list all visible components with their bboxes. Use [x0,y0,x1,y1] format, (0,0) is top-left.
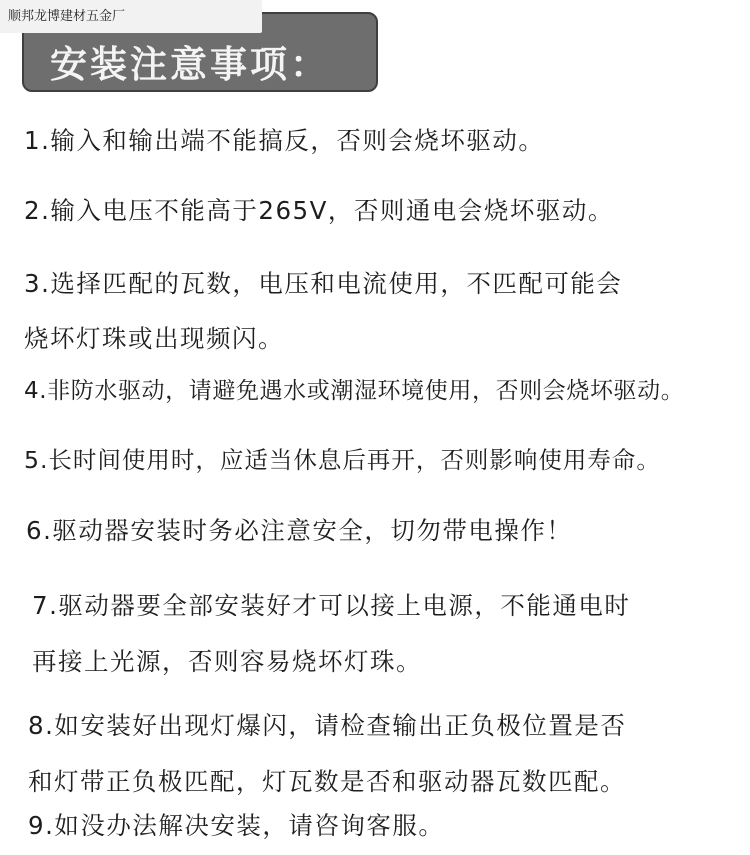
note-item-6 [26,512,572,547]
note-line: 8.如安装好出现灯爆闪，请检查输出正负极位置是否 [28,711,627,740]
note-line: 3.选择匹配的瓦数，电压和电流使用，不匹配可能会 [24,269,623,298]
page-title: 安装注意事项： [50,42,330,86]
note-item-5 [24,441,661,475]
note-line: 2.输入电压不能高于265V，否则通电会烧坏驱动。 [24,196,614,225]
note-line: 和灯带正负极匹配，灯瓦数是否和驱动器瓦数匹配。 [28,767,626,796]
note-item-7 [32,578,630,690]
shop-name-label: 顺邦龙博建材五金厂 [0,0,262,33]
note-item-1 [24,122,544,157]
note-line: 6.驱动器安装时务必注意安全，切勿带电操作！ [26,516,573,545]
note-line: 烧坏灯珠或出现频闪。 [24,324,284,353]
note-item-8 [28,698,626,810]
note-item-3 [24,256,622,366]
note-line: 再接上光源，否则容易烧坏灯珠。 [32,647,422,676]
note-line: 7.驱动器要全部安装好才可以接上电源，不能通电时 [32,591,631,620]
note-line: 4.非防水驱动，请避免遇水或潮湿环境使用，否则会烧坏驱动。 [24,378,685,404]
note-line: 1.输入和输出端不能搞反，否则会烧坏驱动。 [24,126,545,155]
note-item-2 [24,192,614,227]
note-item-4 [24,372,684,405]
note-item-9 [28,807,444,842]
note-line: 9.如没办法解决安装，请咨询客服。 [28,811,445,840]
note-line: 5.长时间使用时，应适当休息后再开，否则影响使用寿命。 [24,446,661,474]
